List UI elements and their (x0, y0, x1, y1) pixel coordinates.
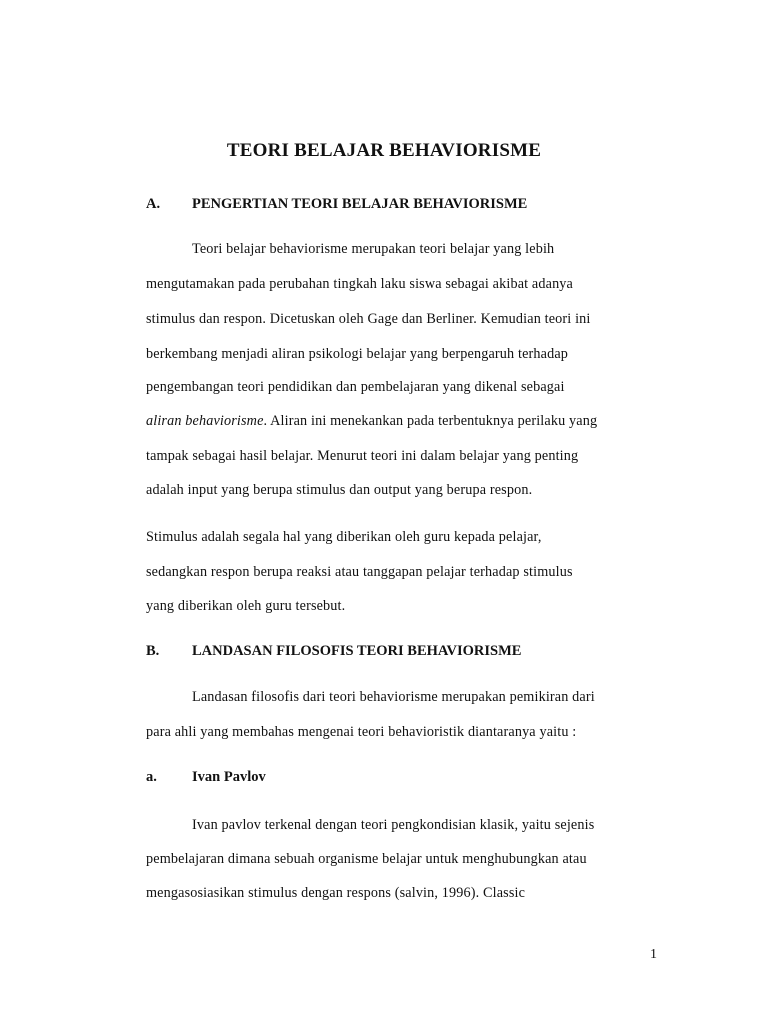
paragraph-line: mengutamakan pada perubahan tingkah laku siswa sebagai akibat adanya (146, 276, 573, 292)
paragraph-line: mengasosiasikan stimulus dengan respons (salvin, 1996). Classic (146, 885, 526, 901)
italic-term: aliran behaviorisme (146, 413, 264, 429)
section-a-title: PENGERTIAN TEORI BELAJAR BEHAVIORISME (192, 196, 528, 212)
subsection-a-title: Ivan Pavlov (192, 769, 266, 785)
paragraph-line (146, 413, 597, 430)
paragraph-line: yang diberikan oleh guru tersebut. (146, 598, 346, 614)
paragraph-line: sedangkan respon berupa reaksi atau tanggapan pelajar terhadap stimulus (146, 564, 573, 580)
section-b-marker: B. (146, 643, 160, 659)
paragraph-line: pembelajaran dimana sebuah organisme belajar untuk menghubungkan atau (146, 851, 587, 867)
paragraph-line: para ahli yang membahas mengenai teori behavioristik diantaranya yaitu : (146, 724, 577, 740)
section-a-heading (146, 196, 527, 213)
paragraph-line: Teori belajar behaviorisme merupakan teori belajar yang lebih (192, 241, 555, 257)
subsection-a-marker: a. (146, 769, 157, 785)
paragraph-line: Stimulus adalah segala hal yang diberikan oleh guru kepada pelajar, (146, 529, 542, 545)
paragraph-line-rest: . Aliran ini menekankan pada terbentuknya perilaku yang (263, 413, 598, 429)
paragraph-line: stimulus dan respon. Dicetuskan oleh Gage dan Berliner. Kemudian teori ini (146, 311, 591, 327)
document-title: TEORI BELAJAR BEHAVIORISME (226, 140, 542, 161)
subsection-a-heading (146, 769, 266, 786)
paragraph-line: tampak sebagai hasil belajar. Menurut teori ini dalam belajar yang penting (146, 448, 579, 464)
section-b-heading (146, 643, 521, 660)
paragraph-line: adalah input yang berupa stimulus dan output yang berupa respon. (146, 482, 533, 498)
section-a-marker: A. (146, 196, 161, 212)
page-number: 1 (650, 947, 657, 962)
section-b-title: LANDASAN FILOSOFIS TEORI BEHAVIORISME (192, 643, 522, 659)
paragraph-line: berkembang menjadi aliran psikologi belajar yang berpengaruh terhadap (146, 346, 569, 362)
paragraph-line: Landasan filosofis dari teori behaviorisme merupakan pemikiran dari (192, 689, 595, 705)
paragraph-line: Ivan pavlov terkenal dengan teori pengkondisian klasik, yaitu sejenis (192, 817, 595, 833)
paragraph-line: pengembangan teori pendidikan dan pembelajaran yang dikenal sebagai (146, 379, 565, 395)
